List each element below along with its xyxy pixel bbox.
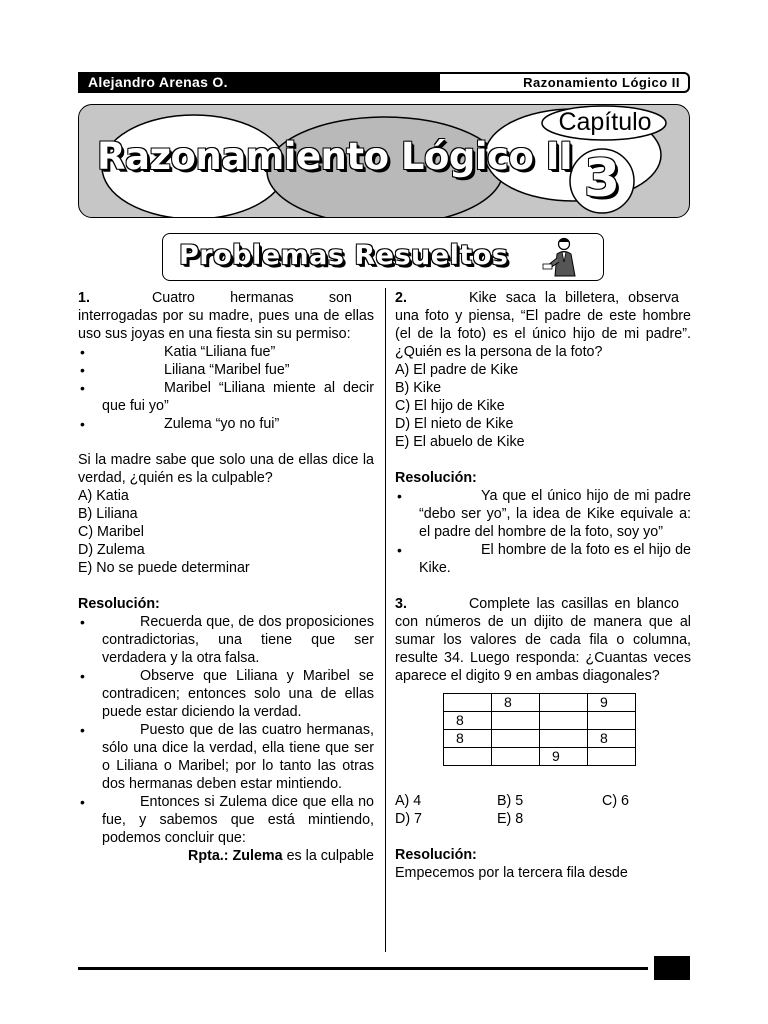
p1-option: C) Maribel [78, 524, 144, 540]
p3-option: B) 5 [497, 793, 524, 809]
p3-options-row-1 [395, 792, 691, 810]
p1-option: B) Liliana [78, 506, 138, 522]
grid-row [444, 748, 636, 766]
grid-cell: 8 [444, 730, 492, 748]
p1-step: • Entonces si Zulema dice que ella no fue, y sabemos que está mintiendo, podemos concluir que: [78, 793, 374, 847]
p1-answer: Rpta.: Zulema es la culpable [188, 848, 374, 864]
p3-intro-b: con números de un dijito de manera que al sumar los valores de cada fila o columna, resulte 34. Luego responda: ¿Cuantas veces aparece el digito 9 en ambas diagonales? [395, 614, 691, 684]
p2-intro: 2. Kike saca la billetera, observa [395, 290, 679, 306]
p3-option: A) 4 [395, 793, 422, 809]
p3-intro: 3. Complete las casillas en blanco [395, 596, 679, 612]
number-grid [443, 693, 636, 766]
section-header [162, 233, 604, 281]
p1-statement: • Liliana “Maribel fue” [78, 361, 374, 379]
page-number-box [654, 956, 690, 980]
p1-option: D) Zulema [78, 542, 145, 558]
p2-intro-b: una foto y piensa, “El padre de este hombre (el de la foto) es el único hijo de mi padre”. ¿Quién es la persona de la foto? [395, 308, 691, 360]
p2-step: • Ya que el único hijo de mi padre “debo ser yo”, la idea de Kike equivale a: el padre del hombre de la foto, soy yo” [395, 487, 691, 541]
grid-cell [588, 748, 636, 766]
p3-option: E) 8 [497, 811, 524, 827]
p1-step: • Puesto que de las cuatro hermanas, sólo una dice la verdad, ella tiene que ser o Liliana o Maribel; por lo tanto las otras dos hermanas deben estar mintiendo. [78, 721, 374, 793]
problem-2-3 [395, 289, 691, 882]
teacher-icon [541, 236, 585, 278]
header-book-title: Razonamiento Lógico II [440, 72, 690, 93]
grid-row [444, 712, 636, 730]
grid-cell [540, 712, 588, 730]
grid-cell: 9 [588, 694, 636, 712]
p1-option: E) No se puede determinar [78, 560, 250, 576]
grid-cell: 8 [444, 712, 492, 730]
p2-step: • El hombre de la foto es el hijo de Kike. [395, 541, 691, 577]
grid-cell: 9 [540, 748, 588, 766]
grid-row [444, 694, 636, 712]
chapter-number: 3 [583, 149, 621, 209]
p1-statement: • Katia “Liliana fue” [78, 343, 374, 361]
grid-cell [444, 748, 492, 766]
title-banner [78, 104, 690, 218]
p3-number: 3. [395, 596, 407, 612]
p1-intro-b: interrogadas por su madre, pues una de ellas uso sus joyas en una fiesta sin su permiso: [78, 308, 374, 342]
p3-resolucion-label: Resolución: [395, 847, 477, 863]
grid-cell [444, 694, 492, 712]
p1-intro-a: Cuatro hermanas son [151, 290, 352, 306]
p1-statement: • Maribel “Liliana miente al decir que fui yo” [78, 379, 374, 415]
section-title: Problemas Resueltos [179, 240, 509, 271]
p2-option: A) El padre de Kike [395, 362, 519, 378]
chapter-label: Capítulo [558, 108, 652, 136]
grid-cell [540, 694, 588, 712]
grid-cell [540, 730, 588, 748]
grid-cell: 8 [492, 694, 540, 712]
grid-cell: 8 [588, 730, 636, 748]
p1-step: • Observe que Liliana y Maribel se contradicen; entonces solo una de ellas puede estar diciendo la verdad. [78, 667, 374, 721]
column-divider [385, 288, 386, 952]
grid-cell [492, 712, 540, 730]
p2-option: B) Kike [395, 380, 442, 396]
p3-option: C) 6 [602, 793, 630, 809]
p3-options-row-2 [395, 810, 691, 828]
p1-resolucion-label: Resolución: [78, 596, 160, 612]
grid-cell [492, 748, 540, 766]
p1-step: • Recuerda que, de dos proposiciones contradictorias, una tiene que ser verdadera y la otra falsa. [78, 613, 374, 667]
p1-statement: • Zulema “yo no fui” [78, 415, 374, 433]
banner-title: Razonamiento Lógico II [97, 135, 573, 178]
p1-option: A) Katia [78, 488, 129, 504]
p2-option: C) El hijo de Kike [395, 398, 505, 414]
p2-option: D) El nieto de Kike [395, 416, 514, 432]
p2-option: E) El abuelo de Kike [395, 434, 525, 450]
p2-resolucion-label: Resolución: [395, 470, 477, 486]
header-author: Alejandro Arenas O. [78, 72, 440, 93]
grid-cell [588, 712, 636, 730]
grid-cell [492, 730, 540, 748]
grid-row [444, 730, 636, 748]
p1-question: Si la madre sabe que solo una de ellas dice la verdad, ¿quién es la culpable? [78, 452, 374, 486]
p3-option: D) 7 [395, 811, 423, 827]
p1-intro [78, 289, 374, 307]
p2-number: 2. [395, 290, 407, 306]
footer-rule [78, 967, 648, 970]
p1-number: 1. [78, 290, 90, 306]
problem-1 [78, 289, 374, 865]
p3-resolucion-text: Empecemos por la tercera fila desde [395, 865, 628, 881]
